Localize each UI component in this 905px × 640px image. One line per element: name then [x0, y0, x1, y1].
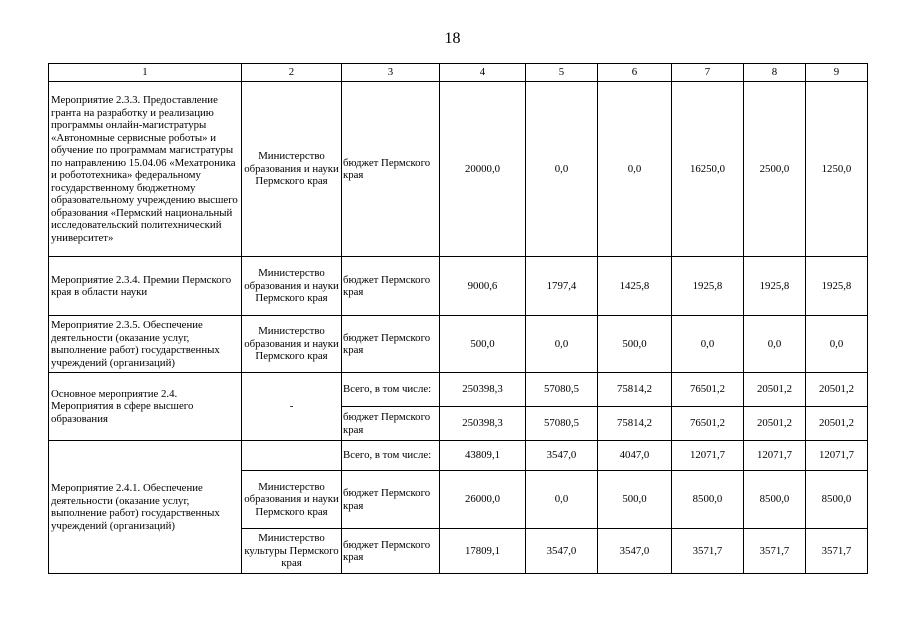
- table-row: [49, 316, 868, 373]
- measure-cell: Мероприятие 2.4.1. Обеспечение деятельности (оказание услуг, выполнение работ) государственных учреждений (организаций): [49, 441, 242, 574]
- value-cell: 20501,2: [744, 373, 806, 407]
- value-cell: 76501,2: [672, 373, 744, 407]
- value-cell: 57080,5: [526, 407, 598, 441]
- value-cell: 20501,2: [806, 373, 868, 407]
- measure-cell: Основное мероприятие 2.4. Мероприятия в сфере высшего образования: [49, 373, 242, 441]
- value-cell: 4047,0: [598, 441, 672, 471]
- value-cell: 0,0: [526, 316, 598, 373]
- value-cell: 500,0: [598, 316, 672, 373]
- measure-cell: Мероприятие 2.3.4. Премии Пермского края в области науки: [49, 257, 242, 316]
- value-cell: 75814,2: [598, 373, 672, 407]
- value-cell: 500,0: [598, 471, 672, 529]
- header-row: [49, 64, 868, 82]
- source-cell: бюджет Пермского края: [342, 316, 440, 373]
- executor-cell: Министерство образования и науки Пермского края: [242, 257, 342, 316]
- value-cell: 9000,6: [440, 257, 526, 316]
- value-cell: 12071,7: [806, 441, 868, 471]
- value-cell: 3547,0: [598, 529, 672, 574]
- measure-cell: Мероприятие 2.3.5. Обеспечение деятельности (оказание услуг, выполнение работ) государственных учреждений (организаций): [49, 316, 242, 373]
- value-cell: 1425,8: [598, 257, 672, 316]
- value-cell: 20501,2: [744, 407, 806, 441]
- value-cell: 500,0: [440, 316, 526, 373]
- value-cell: 0,0: [672, 316, 744, 373]
- value-cell: 0,0: [806, 316, 868, 373]
- value-cell: 20000,0: [440, 82, 526, 257]
- table-row: [49, 82, 868, 257]
- executor-cell: Министерство образования и науки Пермского края: [242, 471, 342, 529]
- value-cell: 250398,3: [440, 407, 526, 441]
- budget-table: [48, 63, 868, 574]
- table-row: [49, 373, 868, 407]
- page-number: 18: [444, 30, 461, 47]
- source-cell: бюджет Пермского края: [342, 257, 440, 316]
- table-row: [49, 441, 868, 471]
- header-cell: 6: [598, 64, 672, 82]
- executor-cell: Министерство культуры Пермского края: [242, 529, 342, 574]
- source-cell: Всего, в том числе:: [342, 373, 440, 407]
- value-cell: 26000,0: [440, 471, 526, 529]
- value-cell: 3571,7: [744, 529, 806, 574]
- value-cell: 43809,1: [440, 441, 526, 471]
- value-cell: 8500,0: [806, 471, 868, 529]
- value-cell: 12071,7: [744, 441, 806, 471]
- value-cell: 57080,5: [526, 373, 598, 407]
- source-cell: Всего, в том числе:: [342, 441, 440, 471]
- header-cell: 1: [49, 64, 242, 82]
- value-cell: 0,0: [526, 471, 598, 529]
- source-cell: бюджет Пермского края: [342, 529, 440, 574]
- executor-cell: Министерство образования и науки Пермского края: [242, 82, 342, 257]
- source-cell: бюджет Пермского края: [342, 82, 440, 257]
- header-cell: 9: [806, 64, 868, 82]
- value-cell: 1925,8: [672, 257, 744, 316]
- value-cell: 3547,0: [526, 441, 598, 471]
- value-cell: 1797,4: [526, 257, 598, 316]
- value-cell: 17809,1: [440, 529, 526, 574]
- measure-cell: Мероприятие 2.3.3. Предоставление гранта на разработку и реализацию программы онлайн-магистратуры «Автономные сервисные роботы» и обучение по программам магистратуры по направлению 15.04.06 «Мехатроника и робототехника» федеральному государственному бюджетному образовательному учреждению высшего образования «Пермский национальный исследовательский политехнический университет»: [49, 82, 242, 257]
- value-cell: 20501,2: [806, 407, 868, 441]
- value-cell: 0,0: [598, 82, 672, 257]
- value-cell: 3571,7: [806, 529, 868, 574]
- value-cell: 1925,8: [744, 257, 806, 316]
- value-cell: 250398,3: [440, 373, 526, 407]
- header-cell: 8: [744, 64, 806, 82]
- value-cell: 0,0: [744, 316, 806, 373]
- value-cell: 76501,2: [672, 407, 744, 441]
- value-cell: 3547,0: [526, 529, 598, 574]
- value-cell: 0,0: [526, 82, 598, 257]
- value-cell: 12071,7: [672, 441, 744, 471]
- value-cell: 8500,0: [672, 471, 744, 529]
- header-cell: 5: [526, 64, 598, 82]
- value-cell: 3571,7: [672, 529, 744, 574]
- executor-cell: Министерство образования и науки Пермского края: [242, 316, 342, 373]
- executor-cell: [242, 441, 342, 471]
- source-cell: бюджет Пермского края: [342, 471, 440, 529]
- header-cell: 2: [242, 64, 342, 82]
- header-cell: 4: [440, 64, 526, 82]
- header-cell: 7: [672, 64, 744, 82]
- value-cell: 2500,0: [744, 82, 806, 257]
- value-cell: 1250,0: [806, 82, 868, 257]
- value-cell: 16250,0: [672, 82, 744, 257]
- executor-cell: -: [242, 373, 342, 441]
- value-cell: 1925,8: [806, 257, 868, 316]
- source-cell: бюджет Пермского края: [342, 407, 440, 441]
- value-cell: 8500,0: [744, 471, 806, 529]
- value-cell: 75814,2: [598, 407, 672, 441]
- header-cell: 3: [342, 64, 440, 82]
- table-row: [49, 257, 868, 316]
